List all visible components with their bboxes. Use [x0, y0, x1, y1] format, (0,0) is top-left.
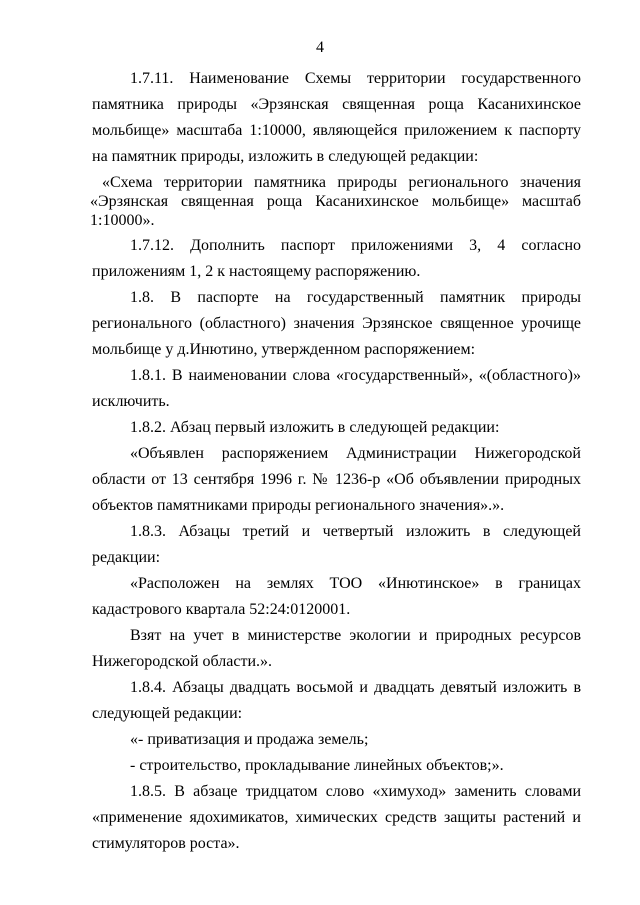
- paragraph-scheme-title-quote: «Схема территории памятника природы регионального значения «Эрзянская священная роща Касанихинское мольбище» масштаб 1:10000».: [90, 174, 581, 229]
- paragraph-1-7-12: 1.7.12. Дополнить паспорт приложениями 3, 4 согласно приложениям 1, 2 к настоящему распоряжению.: [92, 237, 581, 280]
- document-body: [92, 66, 581, 857]
- paragraph-construction: - строительство, прокладывание линейных объектов;».: [130, 757, 504, 774]
- paragraph-1-8: 1.8. В паспорте на государственный памятник природы регионального (областного) значения Эрзянское священное урочище мольбище у д.Инютино, утвержденном распоряжением:: [92, 289, 581, 358]
- paragraph-1-8-1: 1.8.1. В наименовании слова «государственный», «(областного)» исключить.: [92, 367, 581, 410]
- paragraph-registration: Взят на учет в министерстве экологии и природных ресурсов Нижегородской области.».: [92, 627, 581, 670]
- paragraph-privatization: «- приватизация и продажа земель;: [130, 731, 369, 748]
- paragraph-1-7-11: 1.7.11. Наименование Схемы территории государственного памятника природы «Эрзянская священная роща Касанихинское мольбище» масштаба 1:10000, являющейся приложением к паспорту на памятник природы, изложить в следующей редакции:: [92, 70, 581, 165]
- paragraph-1-8-5: 1.8.5. В абзаце тридцатом слово «химуход» заменить словами «применение ядохимикатов, химических средств защиты растений и стимуляторов роста».: [92, 783, 581, 852]
- paragraph-1-8-2: 1.8.2. Абзац первый изложить в следующей редакции:: [130, 419, 500, 436]
- page-number: 4: [316, 39, 324, 56]
- paragraph-1-8-4: 1.8.4. Абзацы двадцать восьмой и двадцать девятый изложить в следующей редакции:: [92, 679, 581, 722]
- paragraph-location-quote: «Расположен на землях ТОО «Инютинское» в границах кадастрового квартала 52:24:0120001.: [92, 575, 581, 618]
- paragraph-announcement-quote: «Объявлен распоряжением Администрации Нижегородской области от 13 сентября 1996 г. № 1236-р «Об объявлении природных объектов памятниками природы регионального значения».».: [92, 445, 581, 514]
- paragraph-1-8-3: 1.8.3. Абзацы третий и четвертый изложить в следующей редакции:: [92, 523, 581, 566]
